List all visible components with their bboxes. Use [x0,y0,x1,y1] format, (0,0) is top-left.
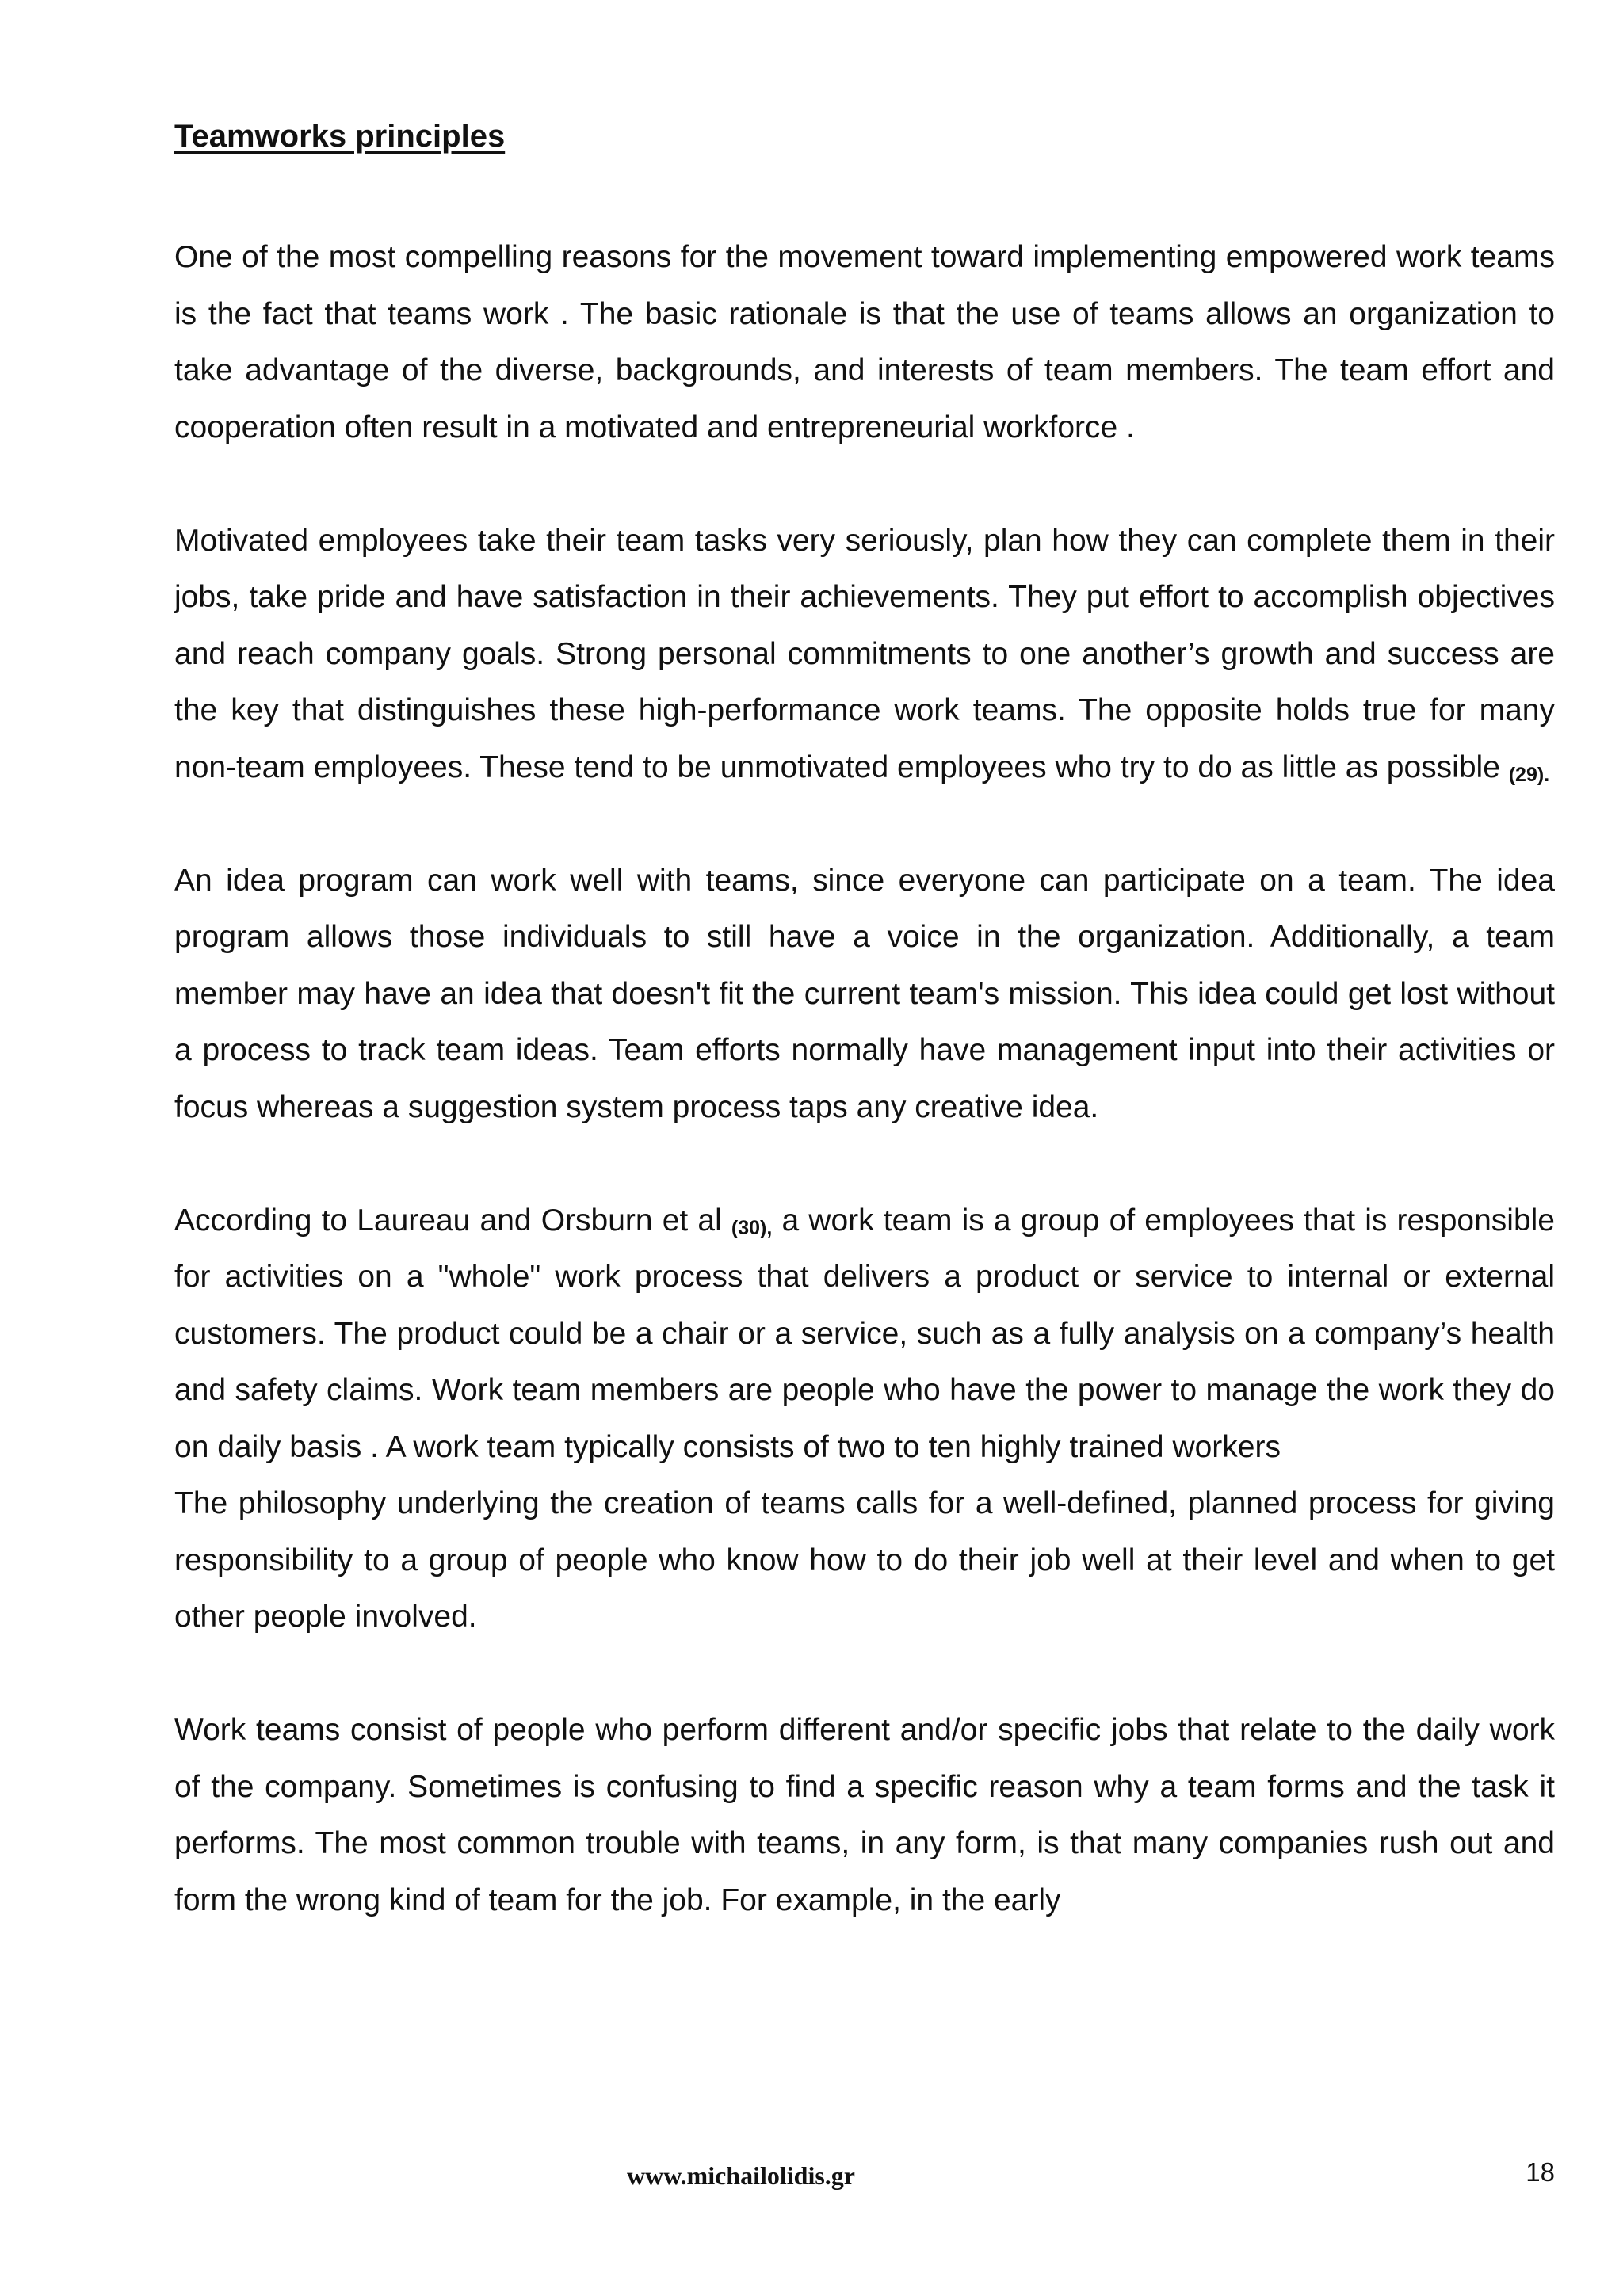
paragraph-text-before: According to Laureau and Orsburn et al [174,1203,731,1238]
section-title: Teamworks principles [174,119,506,154]
paragraph-work-team-definition [174,1192,1555,1476]
spacer [174,795,1555,852]
spacer [174,1646,1555,1703]
footer-website: www.michailolidis.gr [626,2161,855,2190]
reference-29: (29). [1508,763,1550,786]
paragraph-work-teams-consist: Work teams consist of people who perform different and/or specific jobs that relate to the daily work of the company. Sometimes is confusing to find a specific reason why a team forms and the task it performs. The most common trouble with teams, in any form, is that many companies rush out and form the wrong kind of team for the job. For example, in the early [174,1713,1555,1917]
reference-30: (30), [731,1216,773,1239]
spacer [174,1135,1555,1192]
paragraph-philosophy: The philosophy underlying the creation of teams calls for a well-defined, planned process for giving responsibility to a group of people who know how to do their job well at their level and when to get other people involved. [174,1486,1555,1634]
paragraph-motivated-employees [174,513,1555,796]
spacer [174,456,1555,513]
page-content [174,116,1555,1928]
spacer [174,157,1555,229]
page-number: 18 [1526,2157,1555,2187]
paragraph-text: Motivated employees take their team tasks very seriously, plan how they can complete them in their jobs, take pride and have satisfaction in their achievements. They put effort to accomplish objectives and reach company goals. Strong personal commitments to one another’s growth and success are the key that distinguishes these high-performance work teams. The opposite holds true for many non-team employees. These tend to be unmotivated employees who try to do as little as possible [174,523,1555,784]
paragraph-idea-program: An idea program can work well with teams, since everyone can participate on a team. The idea program allows those individuals to still have a voice in the organization. Additionally, a team member may have an idea that doesn't fit the current team's mission. This idea could get lost without a process to track team ideas. Team efforts normally have management input into their activities or focus whereas a suggestion system process taps any creative idea. [174,863,1555,1124]
paragraph-teams-rationale: One of the most compelling reasons for the movement toward implementing empowered work teams is the fact that teams work . The basic rationale is that the use of teams allows an organization to take advantage of the diverse, backgrounds, and interests of team members. The team effort and cooperation often result in a motivated and entrepreneurial workforce . [174,240,1555,444]
paragraph-text-after: a work team is a group of employees that is responsible for activities on a "whole" work process that delivers a product or service to internal or external customers. The product could be a chair or a service, such as a fully analysis on a company’s health and safety claims. Work team members are people who have the power to manage the work they do on daily basis . A work team typically consists of two to ten highly trained workers [174,1203,1555,1464]
